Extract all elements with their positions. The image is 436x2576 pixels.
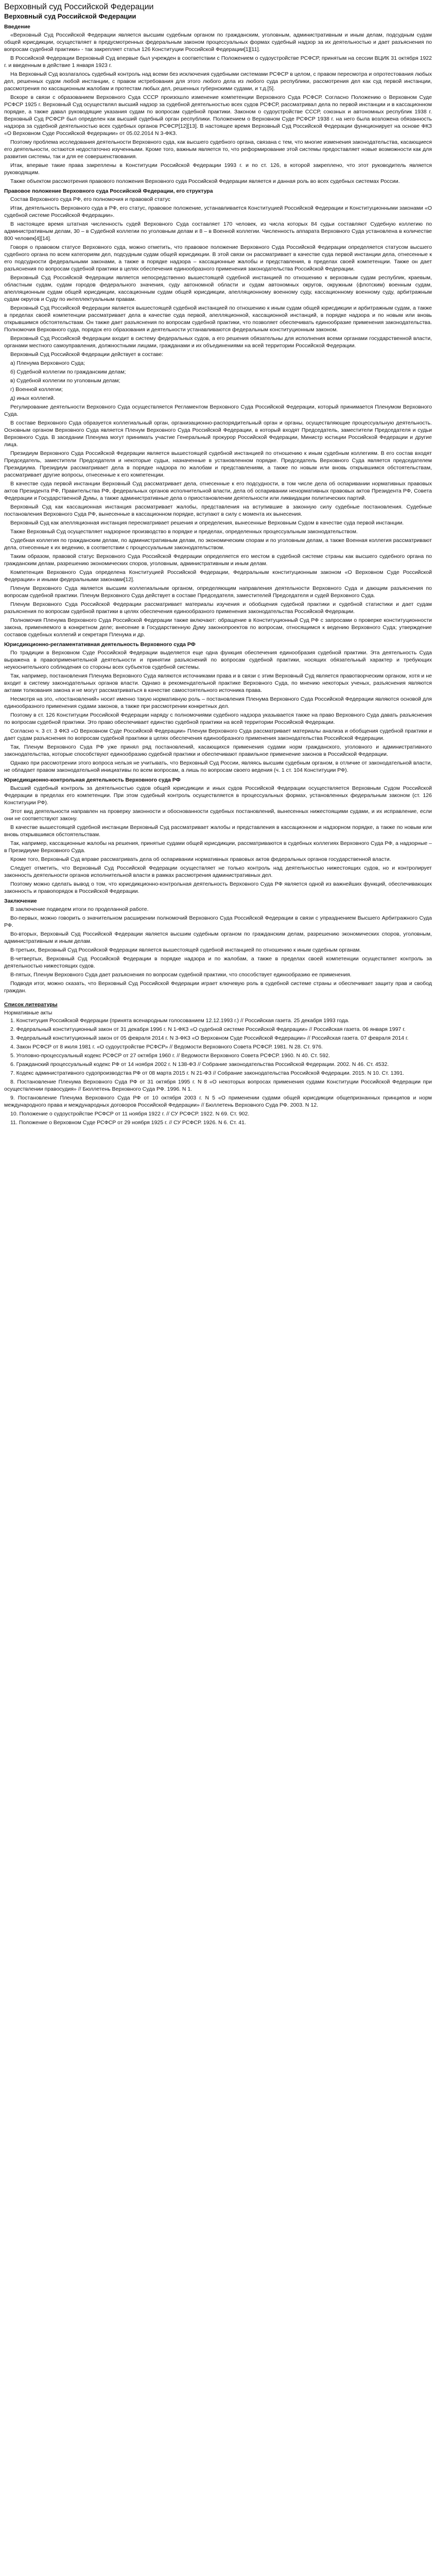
section-heading: Юрисдикционно-контрольная деятельность Верховного суда РФ bbox=[4, 777, 181, 783]
paragraph: Также объектом рассмотрения правового положения Верховного суда Российской Федерации является и данная роль во всех судебных системах России. bbox=[10, 178, 400, 184]
paragraph: г) Военной коллегии; bbox=[10, 386, 63, 393]
section-heading: Введение bbox=[4, 24, 30, 30]
paragraph: Полномочия Пленума Верховного Суда Российской Федерации также включают: обращение в Конституционный Суд РФ с запросами о проверке конституционности закона, применяемого в конкретном деле; внесение в Государственную Думу законопроектов по вопросам, относящимся к ведению Верховного Суда; утверждение составов судебных коллегий и секретаря Пленума и др. bbox=[4, 617, 432, 638]
bibliography-item: 10. Положение о судоустройстве РСФСР от 11 ноября 1922 г. // СУ РСФСР. 1922. N 69. Ст. 902. bbox=[10, 1111, 250, 1117]
bibliography-item: 7. Кодекс административного судопроизводства РФ от 08 марта 2015 г. N 21-ФЗ // Собрание законодательства Российской Федерации. 2015. N 10. Ст. 1391. bbox=[10, 1070, 405, 1076]
paragraph: Таким образом, правовой статус Верховного Суда Российской Федерации определяется его местом в судебной системе страны как высшего судебного органа по гражданским делам, разрешению экономических споров, уголовным, административным и иным делам. bbox=[4, 553, 432, 567]
section bbox=[4, 188, 432, 638]
paragraph: Регулирование деятельности Верховного Суда осуществляется Регламентом Верховного Суда Российской Федерации, который принимается Пленумом Верховного Суда. bbox=[4, 404, 432, 417]
paragraph: а) Пленума Верховного Суда; bbox=[10, 360, 85, 366]
bibliography bbox=[4, 1002, 432, 1126]
paragraph: Несмотря на это, «постановлений» носит именно такую нормативную роль – постановления Пленума Верховного Суда Российской Федерации являются основой для единообразного применения судами законов, а также при рассмотрении конкретных дел. bbox=[4, 696, 432, 709]
document-page bbox=[0, 0, 436, 1126]
paragraph: Говоря о правовом статусе Верховного суда, можно отметить, что правовое положение Верховного Суда Российской Федерации определяется статусом высшего судебного органа по всем категориям дел, подсудным судам общей юрисдикции. В этой связи он рассматривает в качестве суда первой инстанции дела, отнесенные к его подсудности федеральными законами, а также в порядке надзора – кассационные жалобы и представления, в пределах своей компетенции. Также он дает разъяснения по вопросам судебной практики в целях обеспечения единообразного применения законодательства Российской Федерации. bbox=[4, 244, 432, 272]
paragraph: На Верховный Суд возлагалось судебный контроль над всеми без исключения судебными системами РСФСР в целом, с правом пересмотра и опротестования любых дел, решенных судом любой инстанции, с правом истребования для этого любого дела из любого суда республики, рассмотрения дел как суд первой инстанции, рассмотрения по кассационным жалобам и протестам любых дел, решенных губернскими судами, и т.д.[5]. bbox=[4, 71, 432, 92]
document-title: Верховный суд Российской Федерации bbox=[4, 3, 154, 11]
paragraph: Этот вид деятельности направлен на проверку законности и обоснованности судебных постановлений, вынесенных нижестоящими судами, и их исправление, если они не соответствуют закону. bbox=[4, 808, 432, 822]
paragraph: Итак, деятельность Верховного суда в РФ, его статус, правовое положение, устанавливается Конституцией Российской Федерации и Конституционными законами «О судебной системе Российской Федерации». bbox=[4, 205, 432, 218]
bibliography-item: 2. Федеральный конституционный закон от 31 декабря 1996 г. N 1-ФКЗ «О судебной системе Российской Федерации» // Российская газета. 06 января 1997 г. bbox=[10, 1026, 406, 1032]
bibliography-item: 8. Постановление Пленума Верховного Суда РФ от 31 октября 1995 г. N 8 «О некоторых вопросах применения судами Конституции Российской Федерации при осуществлении правосудия» // Бюллетень Верховного Суда РФ. 1996. N 1. bbox=[4, 1079, 432, 1092]
paragraph: Верховный Суд Российской Федерации является вышестоящей судебной инстанцией по отношению к иным судам общей юрисдикции и арбитражным судам, а также в пределах своей компетенции рассматривает дела в качестве суда первой, апелляционной, кассационной инстанций, в порядке надзора и по новым или вновь открывшимся обстоятельствам. Он также дает разъяснения по вопросам судебной практики, что позволяет обеспечивать единообразие применения законодательства. Полномочия Верховного суда, порядок его образования и деятельности устанавливаются федеральным конституционным законом. bbox=[4, 305, 432, 333]
paragraph: Поэтому можно сделать вывод о том, что юрисдикционно-контрольная деятельность Верховного Суда РФ является одной из важнейших функций, обеспечивающих законность и правопорядок в Российской Федерации. bbox=[4, 881, 432, 894]
paragraph: В качестве суда первой инстанции Верховный Суд рассматривает дела, отнесенные к его подсудности, в том числе дела об оспаривании нормативных правовых актов Президента РФ, Правительства РФ, федеральных органов исполнительной власти, дела об оспаривании ненормативных правовых актов Президента РФ, Совета Федерации и Государственной Думы, а также административные дела о приостановлении деятельности или ликвидации политических партий. bbox=[4, 481, 432, 501]
paragraph: Во-вторых, Верховный Суд Российской Федерации является высшим судебным органом по гражданским делам, разрешению экономических споров, уголовным, административным и иным делам. bbox=[4, 931, 432, 944]
paragraph: В-четвертых, Верховный Суд Российской Федерации в порядке надзора и по жалобам, а также в пределах своей компетенции осуществляет контроль за деятельностью нижестоящих судов. bbox=[4, 956, 432, 969]
paragraph: Так, например, кассационные жалобы на решения, принятые судами общей юрисдикции, рассматриваются в судебных коллегиях Верховного Суда РФ, а надзорные – в Президиуме Верховного Суда. bbox=[4, 840, 432, 854]
paragraph: Также Верховный Суд осуществляет надзорное производство в порядке и пределах, определенных процессуальным законодательством. bbox=[10, 529, 358, 535]
paragraph: Следует отметить, что Верховный Суд Российской Федерации осуществляет не только контроль над деятельностью нижестоящих судов, но и контролирует законность деятельности органов исполнительной власти в рамках рассмотрения административных дел. bbox=[4, 865, 432, 878]
paragraph: Согласно ч. 3 ст. 3 ФКЗ «О Верховном Суде Российской Федерации» Пленум Верховного Суда рассматривает материалы анализа и обобщения судебной практики и дает судам разъяснения по вопросам судебной практики в целях обеспечения единообразного применения законодательства Российской Федерации. bbox=[4, 728, 432, 741]
section bbox=[4, 898, 432, 994]
paragraph: Поэтому в ст. 126 Конституции Российской Федерации наряду с полномочиями судебного надзора указывается также на право Верховного Суда давать разъяснения по вопросам судебной практики. Это право обеспечивает единство судебной практики на всей территории Российской Федерации. bbox=[4, 712, 432, 725]
paragraph: Так, Пленум Верховного Суда РФ уже принял ряд постановлений, касающихся применения судами норм гражданского, уголовного и административного законодательства, которые способствуют единообразию судебной практики и обеспечивают правильное применение законов в Российской Федерации. bbox=[4, 744, 432, 757]
paragraph: Верховный Суд Российской Федерации действует в составе: bbox=[10, 351, 164, 358]
bibliography-item: 4. Закон РСФСР от 8 июля 1981 г. «О судоустройстве РСФСР» // Ведомости Верховного Совета РСФСР. 1981. N 28. Ст. 976. bbox=[10, 1044, 323, 1050]
paragraph: Верховный Суд Российской Федерации является непосредственно вышестоящей судебной инстанцией по отношению к верховным судам республик, краевым, областным судам, судам городов федерального значения, суду автономной области и судам автономных округов, окружным (флотским) военным судам, апелляционным судам общей юрисдикции, кассационным судам общей юрисдикции, апелляционному военному суду, кассационному военному суду, арбитражным судам округов и Суду по интеллектуальным правам. bbox=[4, 275, 432, 302]
paragraph: Верховный Суд как кассационная инстанция рассматривает жалобы, представления на вступившие в законную силу судебные постановления. Судебные постановления Верховного Суда РФ, вынесенные в кассационном порядке, вступают в силу с момента их вынесения. bbox=[4, 504, 432, 517]
section-heading: Юрисдикционно-регламентативная деятельность Верховного суда РФ bbox=[4, 641, 196, 648]
section-heading: Заключение bbox=[4, 898, 37, 904]
paragraph: Верховный Суд Российской Федерации входит в систему федеральных судов, а его решения обязательны для исполнения всеми органами государственной власти, органами местного самоуправления, должностными лицами, гражданами и их объединениями на всей территории Российской Федерации. bbox=[4, 335, 432, 349]
paragraph: д) иных коллегий. bbox=[10, 395, 55, 401]
bibliography-item: 5. Уголовно-процессуальный кодекс РСФСР от 27 октября 1960 г. // Ведомости Верховного Совета РСФСР. 1960. N 40. Ст. 592. bbox=[10, 1053, 330, 1059]
paragraph: В составе Верховного Суда образуется коллегиальный орган, организационно-распорядительный орган и органы, осуществляющие процессуальную деятельность. Основным органом Верховного Суда является Пленум Верховного Суда Российской Федерации, в который входят Председатель, заместители Председателя и судьи Верховного Суда. В заседании Пленума могут принимать участие Генеральный прокурор Российской Федерации, Министр юстиции Российской Федерации и другие лица. bbox=[4, 420, 432, 448]
paragraph: В Российской Федерации Верховный Суд впервые был учрежден в соответствии с Положением о судоустройстве РСФСР, принятым на сессии ВЦИК 31 октября 1922 г. и введенным в действие 1 января 1923 г. bbox=[4, 55, 432, 69]
paragraph: Подводя итог, можно сказать, что Верховный Суд Российской Федерации играет ключевую роль в судебной системе страны и обеспечивает защиту прав и свобод граждан. bbox=[4, 980, 432, 994]
paragraph: Однако при рассмотрении этого вопроса нельзя не учитывать, что Верховный Суд России, являясь высшим судебным органом, в отличие от законодательной власти, не обладает правом законодательной инициативы по всем вопросам, а лишь по вопросам своего ведения (ч. 1 ст. 104 Конституции РФ). bbox=[4, 760, 432, 773]
paragraph: «Верховный Суд Российской Федерации является высшим судебным органом по гражданским, уголовным, административным и иным делам, подсудным судам общей юрисдикции, осуществляет в предусмотренных федеральным законом процессуальных формах судебный надзор за их деятельностью и дает разъяснения по вопросам судебной практики» - так закрепляет статья 126 Конституции Российской Федерации[1][11]. bbox=[4, 32, 432, 53]
paragraph: в) Судебной коллегии по уголовным делам; bbox=[10, 378, 120, 384]
bibliography-item: 9. Постановление Пленума Верховного Суда РФ от 10 октября 2003 г. N 5 «О применении судами общей юрисдикции общепризнанных принципов и норм международного права и международных договоров Российской Федерации» // Бюллетень Верховного Суда РФ. 2003. N 12. bbox=[4, 1095, 432, 1108]
paragraph: В качестве вышестоящей судебной инстанции Верховный Суд рассматривает жалобы и представления в кассационном и надзорном порядке, а также по новым или вновь открывшимся обстоятельствам. bbox=[4, 824, 432, 838]
bibliography-group-label: Нормативные акты bbox=[4, 1010, 53, 1016]
paragraph: В настоящее время штатная численность судей Верховного Суда составляет 170 человек, из числа которых 84 судьи составляют Судебную коллегию по административным делам, 30 – в Судебной коллегии по уголовным делам и 8 – в Военной коллегии. Численность аппарата Верховного Суда установлена в количестве 800 человек[4][14]. bbox=[4, 221, 432, 242]
paragraph: Верховный Суд как апелляционная инстанция пересматривает решения и определения, вынесенные Верховным Судом в качестве суда первой инстанции. bbox=[10, 520, 404, 526]
section bbox=[4, 24, 432, 185]
bibliography-groups bbox=[4, 1010, 432, 1126]
paragraph: Компетенция Верховного Суда определена Конституцией Российской Федерации, Федеральным конституционным законом «О Верховном Суде Российской Федерации» и иными федеральными законами[12]. bbox=[4, 569, 432, 583]
paragraph: Поэтому проблема исследования деятельности Верховного суда, как высшего судебного органа, связана с тем, что многие изменения законодательства, касающиеся его деятельности, остаются недостаточно изученными. Кроме того, важным является то, что реформирование этой системы предоставляет новые возможности как для развития системы, так и для ее совершенствования. bbox=[4, 139, 432, 160]
paragraph: В-третьих, Верховный Суд Российской Федерации является вышестоящей судебной инстанцией по отношению к иным судебным органам. bbox=[10, 947, 361, 953]
paragraph: б) Судебной коллегии по гражданским делам; bbox=[10, 369, 126, 375]
paragraph: Президиум Верховного Суда Российской Федерации является вышестоящей судебной инстанцией по отношению к иным судебным коллегиям. В его состав входят Председатель, заместители Председателя и некоторые судьи, назначенные в установленном порядке. Председатель Верховного Суда является председателем Президиума. Президиум рассматривает дела в порядке надзора по жалобам и представлениям, а также по новым или вновь открывшимся обстоятельствам, рассматривает другие вопросы, отнесенные к его компетенции. bbox=[4, 450, 432, 478]
section bbox=[4, 641, 432, 774]
paragraph: В заключение подведем итоги по проделанной работе. bbox=[10, 906, 149, 912]
paragraph: В-пятых, Пленум Верховного Суда дает разъяснения по вопросам судебной практики, что способствует единообразию ее применения. bbox=[10, 972, 352, 978]
paragraph: По традиции в Верховном Суде Российской Федерации выделяется еще одна функция обеспечения единообразия судебной практики. Эта деятельность Суда выражена в правоприменительной деятельности и принятии разъяснений по вопросам судебной практики, носящих обязательный характер и требующих неукоснительного соблюдения со стороны всех субъектов судебной системы. bbox=[4, 650, 432, 670]
paragraph: Во-первых, можно говорить о значительном расширении полномочий Верховного Суда Российской Федерации в связи с упразднением Высшего Арбитражного Суда РФ. bbox=[4, 915, 432, 928]
paragraph: Так, например, постановления Пленума Верховного Суда являются источниками права и в связи с этим Верховный Суд является правотворческим органом, хотя и не входит в систему законодательных органов власти. Однако в рекомендательной практике Верховного Суда, по мнению некоторых ученых, разъяснения являются актами толкования закона и не могут рассматриваться в качестве самостоятельного источника права. bbox=[4, 673, 432, 693]
paragraph: Пленум Верховного Суда является высшим коллегиальным органом, определяющим направления деятельности Верховного Суда и дающим разъяснения по вопросам судебной практики. Пленум Верховного Суда действует в составе Председателя, заместителей Председателя и судей Верховного Суда. bbox=[4, 585, 432, 599]
paragraph: Состав Верховного суда РФ, его полномочия и правовой статус bbox=[10, 196, 170, 202]
section-heading: Правовое положение Верховного суда Российской Федерации, его структура bbox=[4, 188, 213, 194]
paragraph: Высший судебный контроль за деятельностью судов общей юрисдикции и иных судов Российской Федерации осуществляется Верховным Судом Российской Федерации в пределах его компетенции. При этом судебный контроль осуществляется в процессуальных формах, установленных федеральным законом (ст. 126 Конституции РФ). bbox=[4, 785, 432, 806]
paragraph: Пленум Верховного Суда Российской Федерации рассматривает материалы изучения и обобщения судебной практики и судебной статистики и дает судам разъяснения по вопросам судебной практики в целях обеспечения единообразного применения законодательства Российской Федерации. bbox=[4, 601, 432, 615]
paragraph: Судебная коллегия по гражданским делам, по административным делам, по экономическим спорам и по уголовным делам, а также Военная коллегия рассматривают дела, отнесенные к их ведению, в соответствии с процессуальным законодательством. bbox=[4, 537, 432, 551]
paragraph: Кроме того, Верховный Суд вправе рассматривать дела об оспаривании нормативных правовых актов федеральных органов государственной власти. bbox=[10, 856, 391, 862]
bibliography-item: 3. Федеральный конституционный закон от 05 февраля 2014 г. N 3-ФКЗ «О Верховном Суде Российской Федерации» // Российская газета. 07 февраля 2014 г. bbox=[10, 1035, 409, 1041]
bibliography-item: 1. Конституция Российской Федерации (принята всенародным голосованием 12.12.1993 г.) // Российская газета. 25 декабря 1993 года. bbox=[10, 1018, 350, 1024]
document-subtitle: Верховный суд Российской Федерации bbox=[4, 12, 136, 20]
bibliography-title: Список литературы bbox=[4, 1002, 58, 1008]
bibliography-list bbox=[4, 1017, 432, 1126]
bibliography-item: 6. Гражданский процессуальный кодекс РФ от 14 ноября 2002 г. N 138-ФЗ // Собрание законодательства Российской Федерации. 2002. N 46. Ст. 4532. bbox=[10, 1061, 389, 1067]
section bbox=[4, 777, 432, 895]
paragraph: Вскоре в связи с образованием Верховного Суда СССР произошло изменение компетенции Верховного Суда РСФСР. Согласно Положению о Верховном Суде РСФСР 1925 г. Верховный Суд осуществлял высший надзор за судебной деятельностью всех судов РСФСР, рассматривал дела по первой инстанции и в кассационном порядке, а также давал руководящие указания судам по вопросам судебной практики. Законом о судоустройстве СССР, союзных и автономных республик 1938 г. Верховный Суд РСФСР был определен как высший судебный орган республики. Положением о Верховном Суде РСФСР 1938 г. на него была возложена обязанность надзора за судебной деятельностью всех судебных органов РСФСР[12][13]. В настоящее время Верховный Суд Российской Федерации функционирует на основе ФКЗ «О Верховном Суде Российской Федерации» от 05.02.2014 N 3-ФКЗ. bbox=[4, 94, 432, 137]
document-body bbox=[4, 24, 432, 994]
bibliography-item: 11. Положение о Верховном Суде РСФСР от 29 ноября 1925 г. // СУ РСФСР. 1926. N 6. Ст. 41. bbox=[10, 1120, 246, 1126]
paragraph: Итак, впервые такие права закреплены в Конституции Российской Федерации 1993 г. и по ст. 126, в которой закреплено, что этот руководитель является руководящим. bbox=[4, 162, 432, 176]
